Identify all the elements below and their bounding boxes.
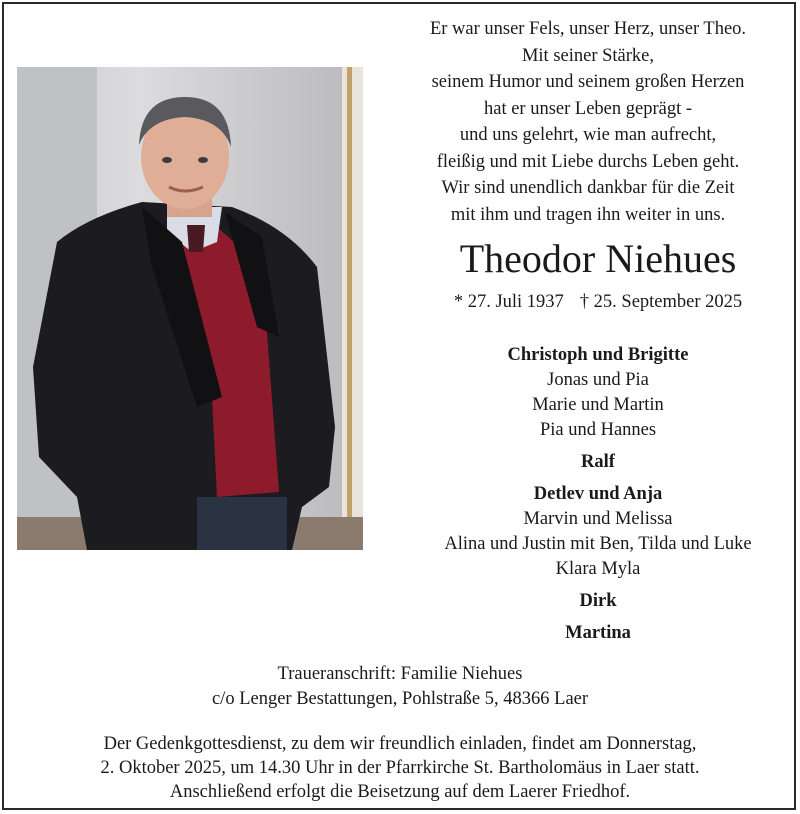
group-spacer xyxy=(398,582,798,589)
service-line: Der Gedenkgottesdienst, zu dem wir freundlich einladen, findet am Donnerstag, xyxy=(103,734,697,754)
family-group-head: Detlev und Anja xyxy=(533,484,663,504)
poem-line: hat er unser Leben geprägt - xyxy=(483,98,693,119)
service-line: 2. Oktober 2025, um 14.30 Uhr in der Pfarrkirche St. Bartholomäus in Laer statt. xyxy=(100,758,700,778)
service-announcement xyxy=(0,732,800,804)
address-line: Traueranschrift: Familie Niehues xyxy=(277,664,523,684)
family-member: Jonas und Pia xyxy=(547,370,649,390)
poem-line: Wir sind unendlich dankbar für die Zeit xyxy=(441,178,735,198)
family-group-head: Ralf xyxy=(581,452,615,472)
poem-line: seinem Humor und seinem großen Herzen xyxy=(431,72,745,92)
family-member: Klara Myla xyxy=(555,559,641,579)
family-member: Marvin und Melissa xyxy=(523,509,673,529)
portrait-photo xyxy=(17,67,363,550)
birth-date: * 27. Juli 1937 xyxy=(453,292,564,312)
mourning-address xyxy=(0,662,800,712)
group-spacer xyxy=(398,443,798,450)
service-line: Anschließend erfolgt die Beisetzung auf dem Laerer Friedhof. xyxy=(169,782,631,802)
life-dates xyxy=(398,289,798,315)
poem-line: Er war unser Fels, unser Herz, unser Theo. xyxy=(429,19,747,39)
family-group-head: Martina xyxy=(565,623,631,643)
family-group-head: Christoph und Brigitte xyxy=(507,345,689,365)
poem-line: fleißig und mit Liebe durchs Leben geht. xyxy=(436,151,740,172)
poem-line: und uns gelehrt, wie man aufrecht, xyxy=(459,125,717,145)
mourners-list xyxy=(398,343,798,646)
family-member: Pia und Hannes xyxy=(539,420,657,440)
deceased-name: Theodor Niehues xyxy=(459,236,737,281)
group-spacer xyxy=(398,614,798,621)
address-line: c/o Lenger Bestattungen, Pohlstraße 5, 48366 Laer xyxy=(211,689,589,709)
death-date: † 25. September 2025 xyxy=(579,292,743,312)
family-group-head: Dirk xyxy=(579,591,617,611)
family-member: Marie und Martin xyxy=(532,395,664,415)
poem-line: mit ihm und tragen ihn weiter in uns. xyxy=(450,204,726,225)
family-member: Alina und Justin mit Ben, Tilda und Luke xyxy=(444,534,752,554)
group-spacer xyxy=(398,475,798,482)
memorial-poem xyxy=(398,16,778,228)
poem-line: Mit seiner Stärke, xyxy=(521,45,655,66)
